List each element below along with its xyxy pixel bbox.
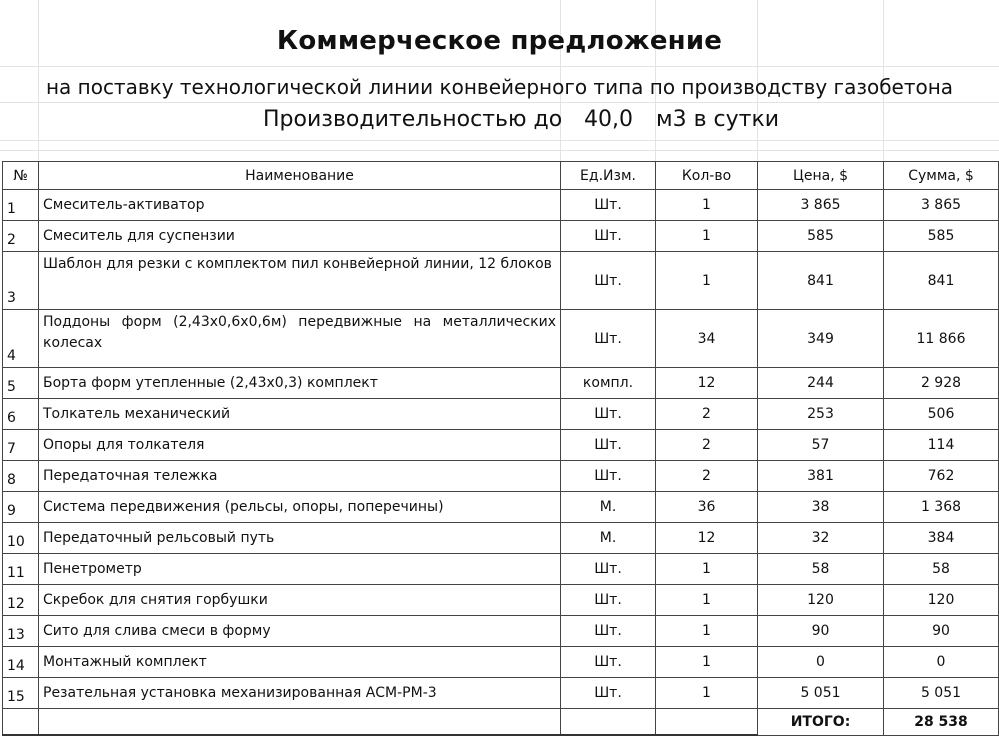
cell-sum: 2 928 xyxy=(884,368,999,399)
cell-number: 15 xyxy=(3,678,39,709)
cell-name: Борта форм утепленные (2,43х0,3) комплект xyxy=(39,368,561,399)
cell-sum: 120 xyxy=(884,585,999,616)
total-value: 28 538 xyxy=(884,709,999,736)
cell-name: Толкатель механический xyxy=(39,399,561,430)
column-header-name: Наименование xyxy=(39,162,561,190)
total-blank-cell xyxy=(656,709,758,736)
cell-sum: 114 xyxy=(884,430,999,461)
cell-price: 90 xyxy=(758,616,884,647)
cell-unit: Шт. xyxy=(561,399,656,430)
cell-sum: 5 051 xyxy=(884,678,999,709)
cell-qty: 1 xyxy=(656,678,758,709)
column-header-qty: Кол-во xyxy=(656,162,758,190)
cell-name: Передаточная тележка xyxy=(39,461,561,492)
cell-unit: компл. xyxy=(561,368,656,399)
cell-price: 585 xyxy=(758,221,884,252)
cell-qty: 1 xyxy=(656,647,758,678)
cell-qty: 1 xyxy=(656,616,758,647)
cell-sum: 384 xyxy=(884,523,999,554)
cell-number: 8 xyxy=(3,461,39,492)
cell-price: 120 xyxy=(758,585,884,616)
cell-number: 2 xyxy=(3,221,39,252)
cell-number: 14 xyxy=(3,647,39,678)
table-row xyxy=(3,368,999,399)
cell-sum: 1 368 xyxy=(884,492,999,523)
grid-line xyxy=(0,102,999,103)
cell-number: 5 xyxy=(3,368,39,399)
table-row xyxy=(3,585,999,616)
cell-unit: М. xyxy=(561,523,656,554)
cell-unit: Шт. xyxy=(561,461,656,492)
cell-name: Система передвижения (рельсы, опоры, поперечины) xyxy=(39,492,561,523)
cell-number: 9 xyxy=(3,492,39,523)
cell-unit: Шт. xyxy=(561,585,656,616)
cell-sum: 762 xyxy=(884,461,999,492)
grid-line xyxy=(0,140,999,141)
cell-unit: Шт. xyxy=(561,678,656,709)
cell-unit: М. xyxy=(561,492,656,523)
cell-number: 4 xyxy=(3,310,39,368)
total-label: ИТОГО: xyxy=(758,709,884,736)
table-row xyxy=(3,647,999,678)
cell-name: Монтажный комплект xyxy=(39,647,561,678)
cell-name: Резательная установка механизированная АСМ-РМ-3 xyxy=(39,678,561,709)
cell-number: 3 xyxy=(3,252,39,310)
cell-sum: 841 xyxy=(884,252,999,310)
cell-sum: 58 xyxy=(884,554,999,585)
cell-sum: 3 865 xyxy=(884,190,999,221)
cell-number: 7 xyxy=(3,430,39,461)
total-row xyxy=(3,709,999,736)
cell-name: Передаточный рельсовый путь xyxy=(39,523,561,554)
cell-price: 38 xyxy=(758,492,884,523)
column-header-unit: Ед.Изм. xyxy=(561,162,656,190)
cell-qty: 2 xyxy=(656,430,758,461)
table-header-row xyxy=(3,162,999,190)
cell-unit: Шт. xyxy=(561,252,656,310)
cell-sum: 585 xyxy=(884,221,999,252)
table-row xyxy=(3,616,999,647)
cell-qty: 2 xyxy=(656,399,758,430)
total-blank-cell xyxy=(39,709,561,736)
cell-sum: 90 xyxy=(884,616,999,647)
cell-name: Опоры для толкателя xyxy=(39,430,561,461)
document-title: Коммерческое предложение xyxy=(276,26,723,56)
cell-unit: Шт. xyxy=(561,554,656,585)
cell-price: 0 xyxy=(758,647,884,678)
cell-unit: Шт. xyxy=(561,221,656,252)
cell-unit: Шт. xyxy=(561,310,656,368)
cell-number: 6 xyxy=(3,399,39,430)
table-row xyxy=(3,190,999,221)
cell-qty: 1 xyxy=(656,252,758,310)
cell-qty: 36 xyxy=(656,492,758,523)
cell-sum: 11 866 xyxy=(884,310,999,368)
cell-number: 11 xyxy=(3,554,39,585)
cell-price: 58 xyxy=(758,554,884,585)
cell-unit: Шт. xyxy=(561,190,656,221)
cell-price: 349 xyxy=(758,310,884,368)
cell-unit: Шт. xyxy=(561,430,656,461)
cell-number: 12 xyxy=(3,585,39,616)
table-row xyxy=(3,461,999,492)
cell-price: 57 xyxy=(758,430,884,461)
cell-unit: Шт. xyxy=(561,616,656,647)
cell-qty: 1 xyxy=(656,585,758,616)
grid-line xyxy=(0,66,999,67)
cell-qty: 1 xyxy=(656,221,758,252)
capacity-label: Производительностью до xyxy=(263,107,563,132)
document-subtitle: на поставку технологической линии конвейерного типа по производству газобетона xyxy=(45,75,954,99)
table-row xyxy=(3,492,999,523)
capacity-value: 40,0 xyxy=(584,107,633,132)
cell-price: 253 xyxy=(758,399,884,430)
cell-price: 32 xyxy=(758,523,884,554)
table-row xyxy=(3,399,999,430)
table-row xyxy=(3,523,999,554)
column-header-sum: Сумма, $ xyxy=(884,162,999,190)
cell-number: 13 xyxy=(3,616,39,647)
cell-qty: 12 xyxy=(656,368,758,399)
cell-name: Смеситель для суспензии xyxy=(39,221,561,252)
total-blank-cell xyxy=(3,709,39,736)
cell-price: 244 xyxy=(758,368,884,399)
cell-sum: 506 xyxy=(884,399,999,430)
cell-unit: Шт. xyxy=(561,647,656,678)
table-row xyxy=(3,252,999,310)
cell-name: Пенетрометр xyxy=(39,554,561,585)
total-blank-cell xyxy=(561,709,656,736)
cell-price: 5 051 xyxy=(758,678,884,709)
cell-number: 1 xyxy=(3,190,39,221)
cell-price: 3 865 xyxy=(758,190,884,221)
specification-table xyxy=(2,161,999,736)
column-header-price: Цена, $ xyxy=(758,162,884,190)
cell-sum: 0 xyxy=(884,647,999,678)
cell-qty: 34 xyxy=(656,310,758,368)
table-row xyxy=(3,554,999,585)
cell-name: Смеситель-активатор xyxy=(39,190,561,221)
table-row xyxy=(3,310,999,368)
cell-qty: 1 xyxy=(656,554,758,585)
table-row xyxy=(3,221,999,252)
cell-price: 381 xyxy=(758,461,884,492)
cell-qty: 12 xyxy=(656,523,758,554)
cell-name: Скребок для снятия горбушки xyxy=(39,585,561,616)
cell-qty: 2 xyxy=(656,461,758,492)
cell-qty: 1 xyxy=(656,190,758,221)
capacity-unit: м3 в сутки xyxy=(656,107,780,132)
table-row xyxy=(3,430,999,461)
cell-name: Сито для слива смеси в форму xyxy=(39,616,561,647)
table-row xyxy=(3,678,999,709)
cell-number: 10 xyxy=(3,523,39,554)
cell-name: Шаблон для резки с комплектом пил конвейерной линии, 12 блоков xyxy=(39,252,561,310)
grid-line xyxy=(0,150,999,151)
cell-price: 841 xyxy=(758,252,884,310)
column-header-number: № xyxy=(3,162,39,190)
cell-name: Поддоны форм (2,43х0,6х0,6м) передвижные на металлических колесах xyxy=(39,310,561,368)
